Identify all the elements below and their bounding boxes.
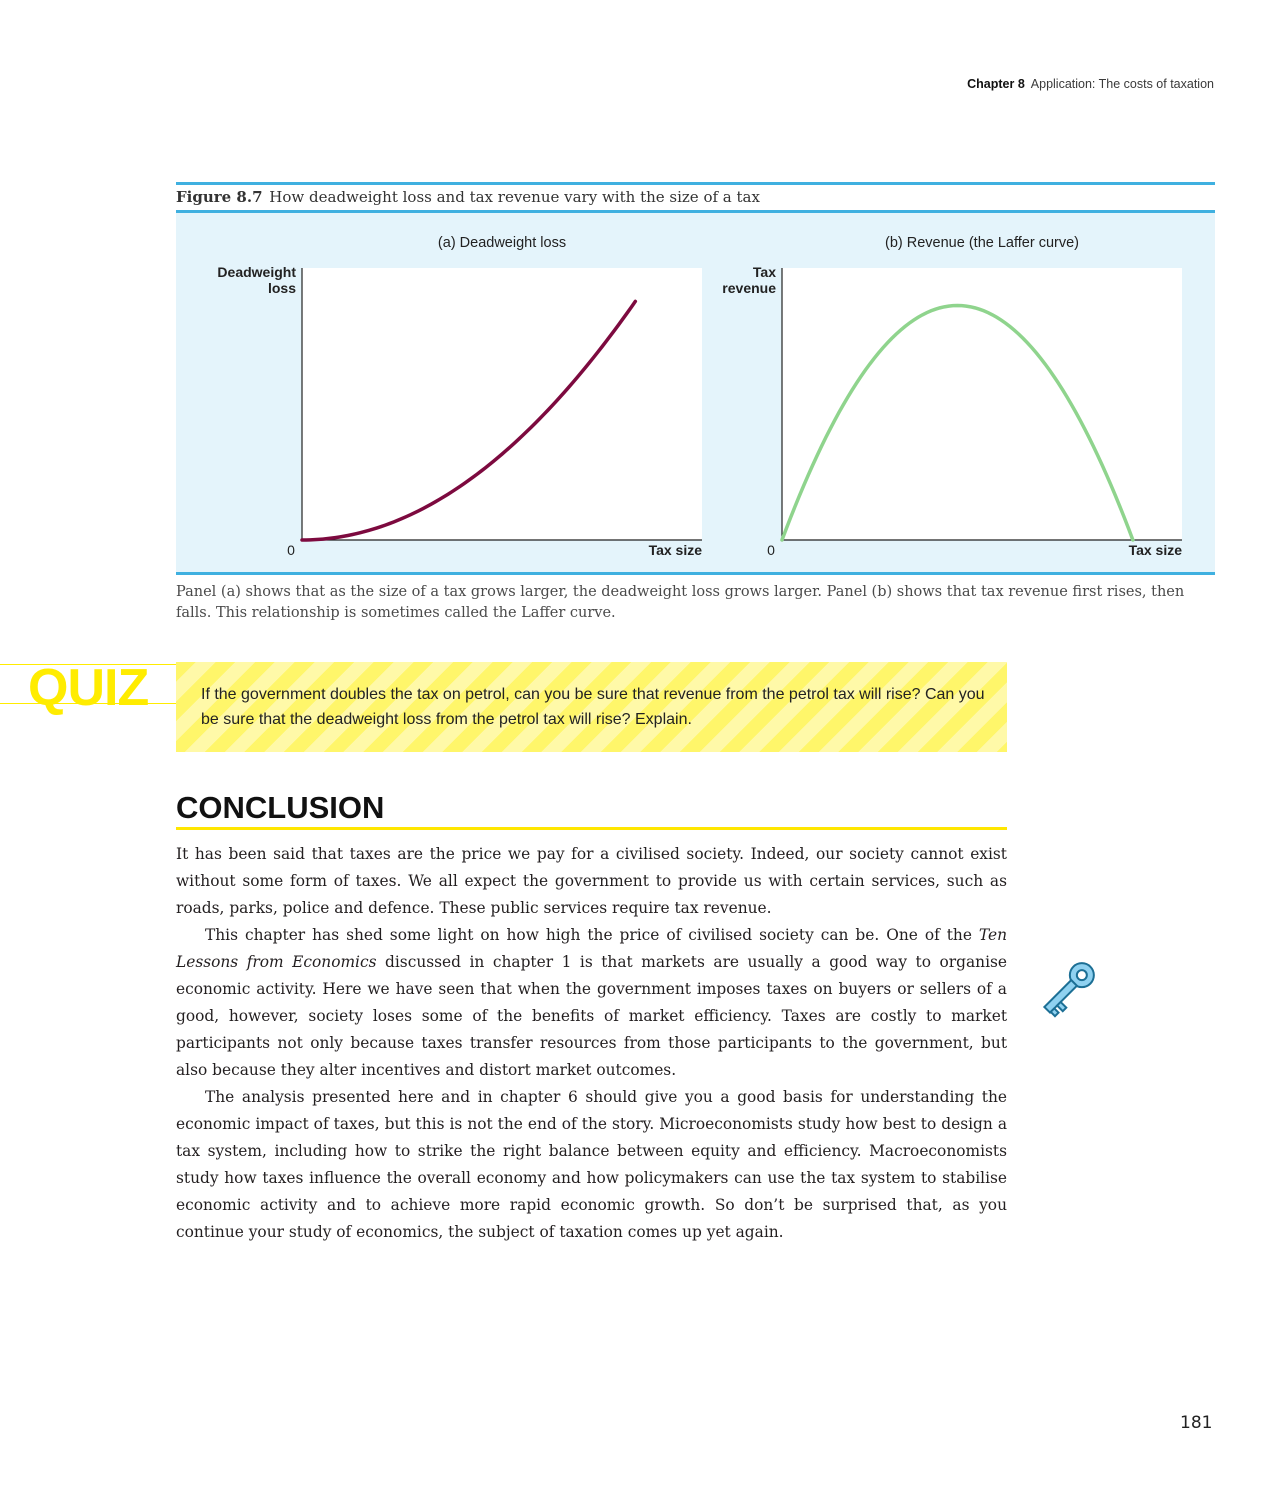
chart-b-title: (b) Revenue (the Laffer curve) [885, 235, 1079, 251]
paragraph-2-italic: Ten Lessons from Economics [176, 926, 1007, 971]
paragraph-2 [176, 922, 1007, 1084]
paragraph-2-start: This chapter has shed some light on how high the price of civilised society can be. One of the [205, 926, 979, 944]
figure [176, 182, 1215, 624]
charts-svg [176, 213, 1215, 572]
section-heading: CONCLUSION [176, 790, 1007, 830]
paragraph-1: It has been said that taxes are the price we pay for a civilised society. Indeed, our society cannot exist without some form of taxes. We all expect the government to provide us with certain services, such as roads, parks, police and defence. These public services require tax revenue. [176, 845, 1007, 917]
figure-number: Figure 8.7 [176, 188, 263, 206]
chart-b-ylabel-line-1: Tax [752, 264, 776, 280]
paragraph-3: The analysis presented here and in chapter 6 should give you a good basis for understanding the economic impact of taxes, but this is not the end of the story. Microeconomists study how best to design a tax system, including how to strike the right balance between equity and efficiency. Macroeconomists study how taxes influence the overall economy and how policymakers can use the tax system to stabilise economic activity and to achieve more rapid economic growth. So don’t be surprised that, as you continue your study of economics, the subject of taxation comes up yet again. [176, 1088, 1007, 1241]
figure-title-text: How deadweight loss and tax revenue vary with the size of a tax [269, 188, 760, 206]
chart-a-plot-area [302, 268, 702, 540]
chart-a-title: (a) Deadweight loss [437, 235, 567, 251]
body-text [176, 841, 1007, 1246]
chart-b-ylabel-line-2: revenue [722, 280, 776, 296]
quiz-box [176, 662, 1007, 752]
figure-panel [176, 213, 1215, 575]
paragraph-2-end: discussed in chapter 1 is that markets are usually a good way to organise economic activity. Here we have seen that when the government imposes taxes on buyers or sellers of a good, however, society loses some of the benefits of market efficiency. Taxes are costly to market participants not only because taxes transfer resources from those participants to the government, but also because they alter incentives and distort market outcomes. [176, 953, 1007, 1079]
figure-title [176, 182, 1215, 213]
quiz-label: QUIZ [28, 659, 149, 717]
chart-b-xlabel: Tax size [1128, 542, 1182, 558]
page-number: 181 [1180, 1413, 1213, 1433]
key-icon [1034, 955, 1100, 1030]
running-head-title: Application: The costs of taxation [1030, 77, 1214, 91]
quiz-block [0, 659, 1007, 752]
chart-b-origin-label: 0 [767, 542, 775, 558]
chart-a-ylabel-line-1: Deadweight [217, 264, 296, 280]
running-head [967, 77, 1214, 91]
chart-a-xlabel: Tax size [648, 542, 702, 558]
chart-a-origin-label: 0 [287, 542, 295, 558]
running-head-chapter: Chapter 8 [967, 77, 1025, 91]
figure-caption: Panel (a) shows that as the size of a tax grows larger, the deadweight loss grows larger. Panel (b) shows that tax revenue first rises, then falls. This relationship is sometimes called the Laffer curve. [176, 584, 1185, 621]
chart-a-ylabel-line-2: loss [267, 280, 296, 296]
quiz-question: If the government doubles the tax on petrol, can you be sure that revenue from the petrol tax will rise? Can you be sure that the deadweight loss from the petrol tax will rise? Explain. [201, 686, 985, 728]
